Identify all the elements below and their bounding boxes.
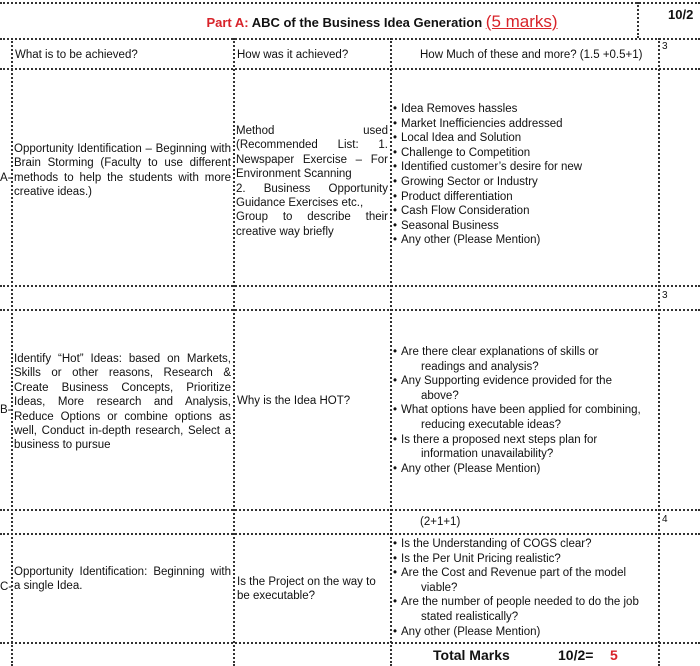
list-item — [393, 345, 655, 374]
how-line — [236, 124, 388, 138]
section-a-list — [393, 102, 655, 248]
item-line: stated realistically? — [421, 610, 519, 623]
section-b-letter: B- — [0, 404, 12, 416]
section-b-how: Why is the Idea HOT? — [237, 395, 351, 407]
part-label: Part A: — [206, 15, 249, 30]
rule-b-top — [0, 309, 700, 311]
col-header-how-much: How Much of these and more? (1.5 +0.5+1) — [420, 49, 643, 61]
item-line: reducing executable ideas? — [421, 418, 562, 431]
total-fraction: 10/2= — [558, 647, 594, 663]
item-line: readings and analysis? — [421, 360, 539, 373]
rule-col4-left — [658, 38, 660, 666]
list-item: • Idea Removes hassles — [393, 102, 655, 117]
item-line: Any Supporting evidence provided for the — [401, 375, 612, 388]
list-item — [393, 433, 655, 462]
item-line: Are the number of people needed to do the job — [401, 596, 639, 609]
list-item: • Market Inefficiencies addressed — [393, 117, 655, 132]
spacer-bc-marks: (2+1+1) — [420, 516, 461, 528]
marks-label: (5 marks) — [485, 12, 558, 31]
corner-score: 10/2 — [668, 7, 694, 22]
list-item — [393, 552, 655, 567]
list-item: • Any other (Please Mention) — [393, 233, 655, 248]
list-item: • Cash Flow Consideration — [393, 204, 655, 219]
how-line-part: Method — [236, 125, 275, 137]
rule-a-bottom — [0, 285, 700, 287]
col-header-how: How was it achieved? — [237, 49, 349, 61]
item-line: Is the Understanding of COGS clear? — [401, 538, 592, 550]
how-line: Newspaper Exercise – For — [236, 153, 388, 166]
list-item: • Challenge to Competition — [393, 146, 655, 161]
how-line: 2. Business Opportunity — [236, 182, 388, 195]
rule-below-title — [0, 38, 700, 40]
list-item — [393, 374, 655, 403]
total-label: Total Marks — [433, 647, 510, 663]
rule-b-bottom — [0, 509, 700, 511]
title-text: ABC of the Business Idea Generation — [251, 15, 483, 30]
item-line: information unavailability? — [421, 448, 554, 461]
total-value: 5 — [610, 647, 618, 663]
how-line: Guidance Exercises etc., — [236, 197, 364, 210]
section-c-letter: C- — [0, 581, 13, 593]
rule-top — [0, 2, 700, 4]
section-c-what: Opportunity Identification: Beginning with a single Idea. — [14, 566, 231, 593]
how-line: Group to describe their — [236, 211, 388, 224]
rule-col1-left — [11, 38, 13, 666]
item-line: viable? — [421, 581, 458, 594]
list-item — [393, 566, 655, 595]
rule-title-right — [637, 2, 639, 38]
rule-below-header — [0, 68, 700, 70]
col-header-score: 3 — [662, 41, 668, 52]
item-line: What options have been applied for combining, — [401, 404, 641, 417]
section-a-letter: A- — [0, 172, 12, 184]
list-item: • Local Idea and Solution — [393, 131, 655, 146]
item-line: Are there clear explanations of skills or — [401, 346, 599, 358]
rule-col3-left — [390, 38, 392, 666]
section-c-list — [393, 537, 655, 639]
rule-col2-left — [233, 38, 235, 666]
list-item — [393, 403, 655, 432]
list-item: • Growing Sector or Industry — [393, 175, 655, 190]
how-line: (Recommended List: 1. — [236, 139, 388, 152]
list-item — [393, 462, 655, 477]
section-c-how: Is the Project on the way to be executable? — [237, 576, 376, 603]
how-line: Environment Scanning — [236, 168, 352, 181]
spacer-bc-score: 4 — [662, 514, 668, 525]
item-line: above? — [421, 389, 459, 402]
list-item: • Identified customer’s desire for new — [393, 160, 655, 175]
rule-c-top — [0, 533, 700, 535]
rule-c-bottom — [0, 642, 700, 644]
how-line: creative way briefly — [236, 225, 334, 238]
spacer-ab-score: 3 — [662, 290, 668, 301]
item-line: Is there a proposed next steps plan for — [401, 433, 598, 446]
section-a-how — [236, 124, 388, 239]
how-line-part: used — [363, 125, 388, 137]
item-line: Any other (Please Mention) — [401, 625, 541, 638]
list-item: • Seasonal Business — [393, 219, 655, 234]
section-a-what: Opportunity Identification – Beginning with Brain Storming (Faculty to use different methods to help the students with more creative ideas.) — [14, 143, 231, 199]
list-item — [393, 595, 655, 624]
item-line: Any other (Please Mention) — [401, 462, 541, 475]
item-line: Are the Cost and Revenue part of the model — [401, 567, 627, 580]
list-item — [393, 625, 655, 640]
list-item: • Product differentiation — [393, 190, 655, 205]
section-b-what: Identify “Hot” Ideas: based on Markets, Skills or other reasons, Research & Create Business Concepts, Prioritize Ideas, More research and Analysis, Reduce Options or combine options as well, Conduct in-depth research, Select a business to pursue — [14, 353, 231, 452]
item-line: Is the Per Unit Pricing realistic? — [401, 552, 561, 565]
section-b-list — [393, 345, 655, 476]
page-title — [132, 12, 632, 32]
col-header-what: What is to be achieved? — [15, 49, 138, 61]
list-item — [393, 537, 655, 552]
